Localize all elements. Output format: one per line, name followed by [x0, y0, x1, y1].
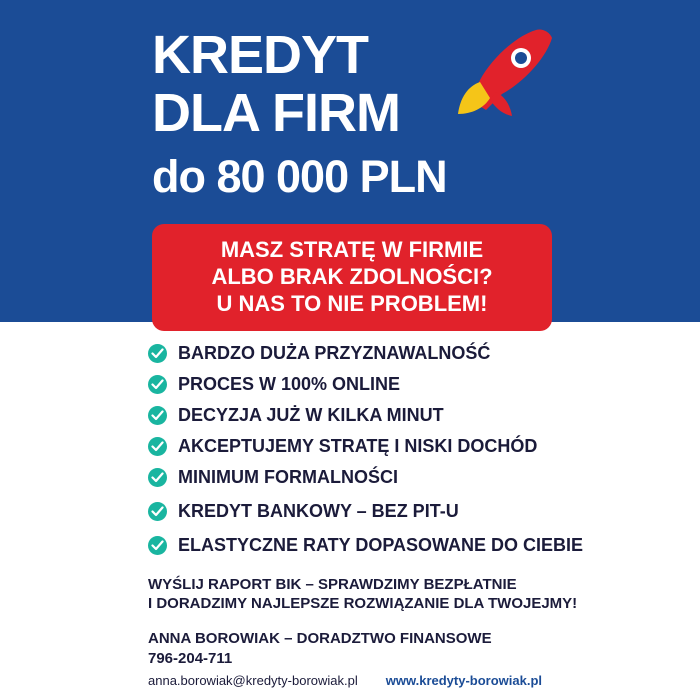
benefit-item: [148, 404, 618, 426]
contact-email[interactable]: anna.borowiak@kredyty-borowiak.pl: [148, 673, 358, 688]
benefit-label: ELASTYCZNE RATY DOPASOWANE DO CIEBIE: [178, 535, 584, 555]
check-circle-icon: [148, 375, 167, 394]
check-circle-icon: [148, 502, 167, 521]
contact-name: ANNA BOROWIAK – DORADZTWO FINANSOWE: [148, 630, 492, 647]
contact-website[interactable]: www.kredyty-borowiak.pl: [385, 673, 543, 688]
check-circle-icon: [148, 406, 167, 425]
ribbon-line-2: ALBO BRAK ZDOLNOŚCI?: [211, 264, 493, 289]
benefit-item: [148, 342, 618, 364]
ribbon-line-3: U NAS TO NIE PROBLEM!: [216, 291, 488, 316]
bik-note-line-1: WYŚLIJ RAPORT BIK – SPRAWDZIMY BEZPŁATNIE: [148, 576, 517, 593]
benefits-list: [148, 342, 618, 565]
benefit-label: PROCES W 100% ONLINE: [178, 374, 401, 394]
bik-note-line-2: I DORADZIMY NAJLEPSZE ROZWIĄZANIE DLA TWOJEJMY!: [148, 595, 578, 612]
check-circle-icon: [148, 536, 167, 555]
headline-line-2: DLA FIRM: [152, 83, 400, 143]
benefit-label: MINIMUM FORMALNOŚCI: [178, 467, 398, 487]
benefit-item: [148, 435, 618, 457]
contact-links-row: [148, 672, 618, 690]
benefit-label: AKCEPTUJEMY STRATĘ I NISKI DOCHÓD: [178, 436, 538, 456]
benefit-label: KREDYT BANKOWY – BEZ PIT-U: [178, 501, 459, 521]
check-circle-icon: [148, 344, 167, 363]
check-circle-icon: [148, 437, 167, 456]
benefit-item: [148, 373, 618, 395]
benefit-item: [148, 500, 618, 522]
bik-note: [148, 575, 618, 613]
headline-amount: do 80 000 PLN: [152, 151, 447, 202]
rocket-icon: [450, 22, 560, 132]
ribbon-line-1: MASZ STRATĘ W FIRMIE: [220, 237, 484, 262]
benefit-item: [148, 534, 618, 556]
contact-phone[interactable]: 796-204-711: [148, 650, 233, 667]
contact-block: [148, 629, 618, 690]
benefit-item: [148, 466, 618, 488]
attention-ribbon: [152, 224, 552, 331]
check-circle-icon: [148, 468, 167, 487]
headline-line-1: KREDYT: [152, 25, 369, 85]
benefit-label: BARDZO DUŻA PRZYZNAWALNOŚĆ: [178, 343, 491, 363]
benefit-label: DECYZJA JUŻ W KILKA MINUT: [178, 405, 444, 425]
